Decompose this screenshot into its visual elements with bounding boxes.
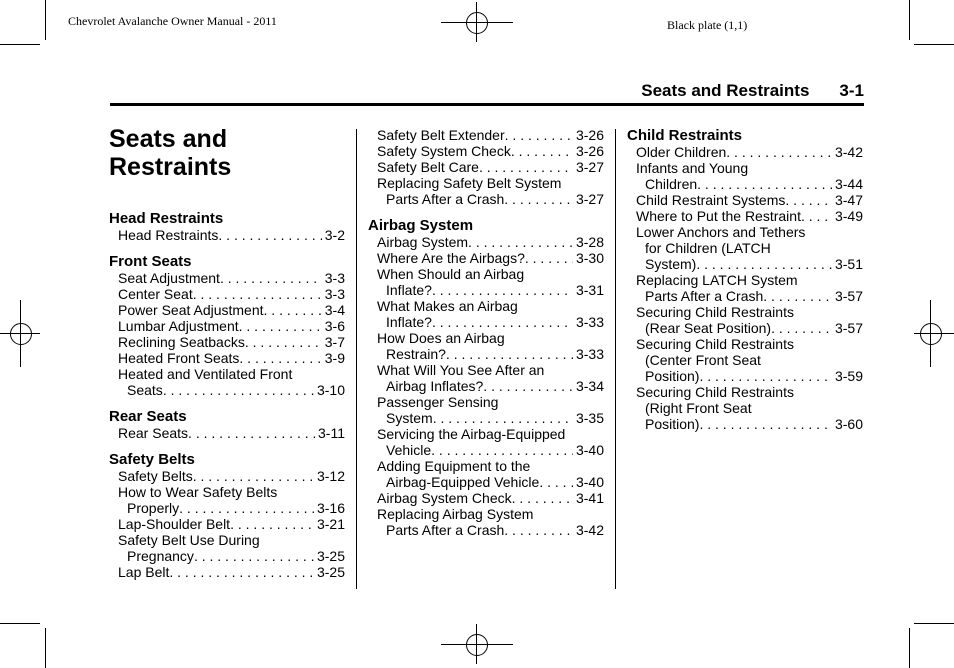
toc-entry-text: Pregnancy — [127, 548, 194, 564]
dot-leader — [511, 143, 573, 159]
toc-entry-text: Safety Belt Use During — [118, 532, 260, 548]
toc-page-number: 3-25 — [316, 564, 345, 580]
dot-leader — [431, 442, 573, 458]
column-divider — [356, 129, 357, 589]
toc-entry-text: Inflate? — [386, 282, 432, 298]
dot-leader — [699, 368, 832, 384]
page-title-line-1: Seats and — [109, 125, 228, 153]
toc-page-number: 3-16 — [316, 500, 345, 516]
toc-page-number: 3-6 — [324, 318, 345, 334]
toc-entry[interactable] — [109, 302, 345, 318]
toc-entry-text: Child Restraint Systems — [636, 192, 786, 208]
dot-leader — [239, 318, 322, 334]
dot-leader — [699, 416, 832, 432]
toc-entry[interactable] — [368, 250, 604, 266]
toc-entry-text: Heated and Ventilated Front — [118, 366, 293, 382]
toc-page-number: 3-10 — [316, 382, 345, 398]
toc-page-number: 3-3 — [324, 286, 345, 302]
dot-leader — [504, 191, 573, 207]
toc-page-number: 3-40 — [575, 442, 604, 458]
dot-leader — [468, 234, 573, 250]
toc-entry-text: Adding Equipment to the — [377, 458, 531, 474]
toc-entry[interactable] — [109, 366, 345, 398]
toc-entry-text: Replacing Safety Belt System — [377, 175, 562, 191]
toc-entry[interactable] — [627, 384, 863, 432]
toc-entry[interactable] — [109, 468, 345, 484]
toc-page-number: 3-27 — [575, 191, 604, 207]
toc-entry[interactable] — [368, 426, 604, 458]
toc-entry-text: Position) — [645, 416, 700, 432]
dot-leader — [505, 127, 573, 143]
dot-leader — [539, 474, 573, 490]
toc-page-number: 3-31 — [575, 282, 604, 298]
toc-entry-text: Parts After a Crash — [386, 522, 505, 538]
toc-group-heading: Front Seats — [109, 253, 192, 270]
dot-leader — [218, 227, 321, 243]
toc-entry-text: Airbag System Check — [377, 490, 512, 506]
toc-page-number: 3-44 — [834, 176, 863, 192]
toc-page-number: 3-3 — [324, 270, 345, 286]
section-header-title: Seats and Restraints — [641, 81, 810, 100]
toc-entry[interactable] — [109, 270, 345, 286]
toc-entry-text: Vehicle — [386, 442, 432, 458]
toc-entry-text: Rear Seats — [118, 425, 189, 441]
toc-page-number: 3-35 — [575, 410, 604, 426]
dot-leader — [504, 522, 573, 538]
toc-column-1 — [109, 210, 345, 580]
toc-entry[interactable] — [368, 458, 604, 490]
toc-page-number: 3-27 — [575, 159, 604, 175]
toc-entry-text: Lower Anchors and Tethers — [636, 224, 806, 240]
toc-entry[interactable] — [109, 350, 345, 366]
dot-leader — [696, 256, 832, 272]
page-title — [109, 125, 231, 181]
toc-entry[interactable] — [627, 144, 863, 160]
toc-entry[interactable] — [368, 362, 604, 394]
toc-page-number: 3-60 — [834, 416, 863, 432]
toc-entry[interactable] — [109, 318, 345, 334]
dot-leader — [432, 282, 573, 298]
plate-label: Black plate (1,1) — [667, 18, 748, 32]
dot-leader — [169, 564, 314, 580]
crop-mark — [914, 623, 954, 624]
dot-leader — [512, 490, 573, 506]
toc-entry[interactable] — [627, 304, 863, 336]
dot-leader — [245, 334, 322, 350]
toc-entry[interactable] — [627, 224, 863, 272]
toc-entry-text: Properly — [127, 500, 180, 516]
toc-entry[interactable] — [368, 330, 604, 362]
dot-leader — [179, 500, 314, 516]
dot-leader — [433, 410, 573, 426]
dot-leader — [446, 346, 573, 362]
toc-entry-text: System) — [645, 256, 697, 272]
toc-entry-text: What Makes an Airbag — [377, 298, 518, 314]
toc-entry-text: Airbag-Equipped Vehicle — [386, 474, 540, 490]
toc-entry-text: Securing Child Restraints — [636, 336, 794, 352]
crop-mark — [0, 623, 40, 624]
toc-entry-text: How to Wear Safety Belts — [118, 484, 278, 500]
toc-entry-text: Safety System Check — [377, 143, 511, 159]
section-header — [641, 81, 864, 101]
toc-column-2 — [368, 127, 604, 538]
toc-entry[interactable] — [109, 564, 345, 580]
crop-mark — [914, 44, 954, 45]
toc-entry-text: Securing Child Restraints — [636, 304, 794, 320]
dot-leader — [785, 192, 832, 208]
toc-page-number: 3-33 — [575, 314, 604, 330]
dot-leader — [220, 270, 322, 286]
toc-entry-text: Airbag Inflates? — [386, 378, 484, 394]
toc-entry-text: System — [386, 410, 433, 426]
toc-page-number: 3-51 — [834, 256, 863, 272]
toc-entry-text: How Does an Airbag — [377, 330, 505, 346]
toc-group-heading: Rear Seats — [109, 408, 187, 425]
toc-entry[interactable] — [627, 336, 863, 384]
toc-page-number: 3-49 — [834, 208, 863, 224]
toc-entry-text: Where Are the Airbags? — [377, 250, 525, 266]
toc-entry-text: Safety Belt Care — [377, 159, 479, 175]
toc-entry-text: Position) — [645, 368, 700, 384]
toc-page-number: 3-57 — [834, 288, 863, 304]
toc-page-number: 3-4 — [324, 302, 345, 318]
toc-page-number: 3-11 — [318, 425, 345, 441]
toc-page-number: 3-40 — [575, 474, 604, 490]
toc-page-number: 3-7 — [324, 334, 345, 350]
toc-entry[interactable] — [368, 266, 604, 298]
toc-entry[interactable] — [627, 272, 863, 304]
toc-page-number: 3-28 — [575, 234, 604, 250]
toc-entry-text: Heated Front Seats — [118, 350, 240, 366]
toc-entry[interactable] — [368, 127, 604, 143]
toc-entry-text: Children — [645, 176, 698, 192]
toc-page-number: 3-21 — [316, 516, 345, 532]
toc-page-number: 3-57 — [834, 320, 863, 336]
toc-entry[interactable] — [109, 516, 345, 532]
toc-entry[interactable] — [368, 298, 604, 330]
toc-group-heading: Airbag System — [368, 217, 474, 234]
toc-entry[interactable] — [368, 175, 604, 207]
dot-leader — [239, 350, 321, 366]
dot-leader — [194, 548, 314, 564]
toc-entry-text: Parts After a Crash — [645, 288, 764, 304]
toc-column-3 — [627, 127, 863, 432]
toc-entry-text: Lap-Shoulder Belt — [118, 516, 231, 532]
toc-entry[interactable] — [109, 425, 345, 441]
toc-entry[interactable] — [368, 159, 604, 175]
toc-entry-text: Older Children — [636, 144, 727, 160]
toc-entry-text: When Should an Airbag — [377, 266, 525, 282]
toc-entry[interactable] — [368, 394, 604, 426]
toc-entry-text: Where to Put the Restraint — [636, 208, 801, 224]
toc-entry-text: Inflate? — [386, 314, 432, 330]
toc-entry-text: (Rear Seat Position) — [645, 320, 772, 336]
toc-entry[interactable] — [627, 192, 863, 208]
toc-entry-text: Replacing Airbag System — [377, 506, 534, 522]
toc-entry-text: Restrain? — [386, 346, 446, 362]
toc-entry[interactable] — [368, 506, 604, 538]
toc-entry-text: Passenger Sensing — [377, 394, 499, 410]
toc-entry[interactable] — [368, 490, 604, 506]
toc-entry-text: Infants and Young — [636, 160, 749, 176]
dot-leader — [726, 144, 832, 160]
toc-entry-text: Lap Belt — [118, 564, 170, 580]
crop-mark — [909, 0, 910, 40]
dot-leader — [801, 208, 832, 224]
toc-entry-text: Lumbar Adjustment — [118, 318, 239, 334]
section-page-number: 3-1 — [839, 81, 864, 100]
toc-entry-text: Power Seat Adjustment — [118, 302, 264, 318]
section-header-bar — [110, 81, 864, 106]
toc-page-number: 3-26 — [575, 143, 604, 159]
toc-entry-text: Replacing LATCH System — [636, 272, 798, 288]
toc-group-heading: Safety Belts — [109, 451, 195, 468]
dot-leader — [188, 425, 315, 441]
toc-page-number: 3-33 — [575, 346, 604, 362]
dot-leader — [193, 286, 322, 302]
toc-page-number: 3-41 — [575, 490, 604, 506]
dot-leader — [230, 516, 314, 532]
dot-leader — [763, 288, 832, 304]
toc-entry-text: Seat Adjustment — [118, 270, 220, 286]
manual-title-header: Chevrolet Avalanche Owner Manual - 2011 — [68, 14, 277, 28]
dot-leader — [525, 250, 573, 266]
toc-entry[interactable] — [109, 286, 345, 302]
toc-page-number: 3-26 — [575, 127, 604, 143]
crop-mark — [0, 44, 40, 45]
dot-leader — [479, 159, 573, 175]
toc-entry-text: Head Restraints — [118, 227, 219, 243]
crop-mark — [45, 0, 46, 40]
toc-page-number: 3-30 — [575, 250, 604, 266]
toc-entry-text: Airbag System — [377, 234, 469, 250]
crop-mark — [909, 628, 910, 668]
dot-leader — [771, 320, 832, 336]
toc-entry-text: Safety Belts — [118, 468, 193, 484]
toc-page-number: 3-9 — [324, 350, 345, 366]
page-title-line-2: Restraints — [109, 153, 232, 181]
dot-leader — [193, 468, 314, 484]
toc-entry[interactable] — [368, 234, 604, 250]
toc-entry-text: for Children (LATCH — [645, 240, 771, 256]
toc-group-heading: Head Restraints — [109, 210, 224, 227]
toc-entry[interactable] — [109, 532, 345, 564]
toc-entry[interactable] — [109, 227, 345, 243]
toc-entry-text: Parts After a Crash — [386, 191, 505, 207]
toc-page-number: 3-2 — [324, 227, 345, 243]
toc-page-number: 3-34 — [575, 378, 604, 394]
toc-group-heading: Child Restraints — [627, 127, 743, 144]
toc-page-number: 3-59 — [834, 368, 863, 384]
toc-page-number: 3-42 — [575, 522, 604, 538]
dot-leader — [163, 382, 314, 398]
toc-entry[interactable] — [109, 334, 345, 350]
dot-leader — [432, 314, 573, 330]
toc-entry[interactable] — [627, 208, 863, 224]
toc-entry[interactable] — [627, 160, 863, 192]
dot-leader — [264, 302, 322, 318]
dot-leader — [483, 378, 573, 394]
toc-entry-text: (Right Front Seat — [645, 400, 752, 416]
toc-entry-text: Reclining Seatbacks — [118, 334, 245, 350]
toc-entry-text: Servicing the Airbag-Equipped — [377, 426, 566, 442]
toc-entry[interactable] — [109, 484, 345, 516]
toc-entry[interactable] — [368, 143, 604, 159]
toc-page-number: 3-47 — [834, 192, 863, 208]
toc-entry-text: What Will You See After an — [377, 362, 545, 378]
toc-entry-text: Safety Belt Extender — [377, 127, 505, 143]
toc-entry-text: Center Seat — [118, 286, 193, 302]
toc-page-number: 3-25 — [316, 548, 345, 564]
dot-leader — [697, 176, 832, 192]
toc-page-number: 3-42 — [834, 144, 863, 160]
column-divider — [615, 129, 616, 589]
toc-entry-text: Securing Child Restraints — [636, 384, 794, 400]
toc-page-number: 3-12 — [316, 468, 345, 484]
toc-entry-text: (Center Front Seat — [645, 352, 761, 368]
toc-entry-text: Seats — [127, 382, 163, 398]
crop-mark — [45, 628, 46, 668]
